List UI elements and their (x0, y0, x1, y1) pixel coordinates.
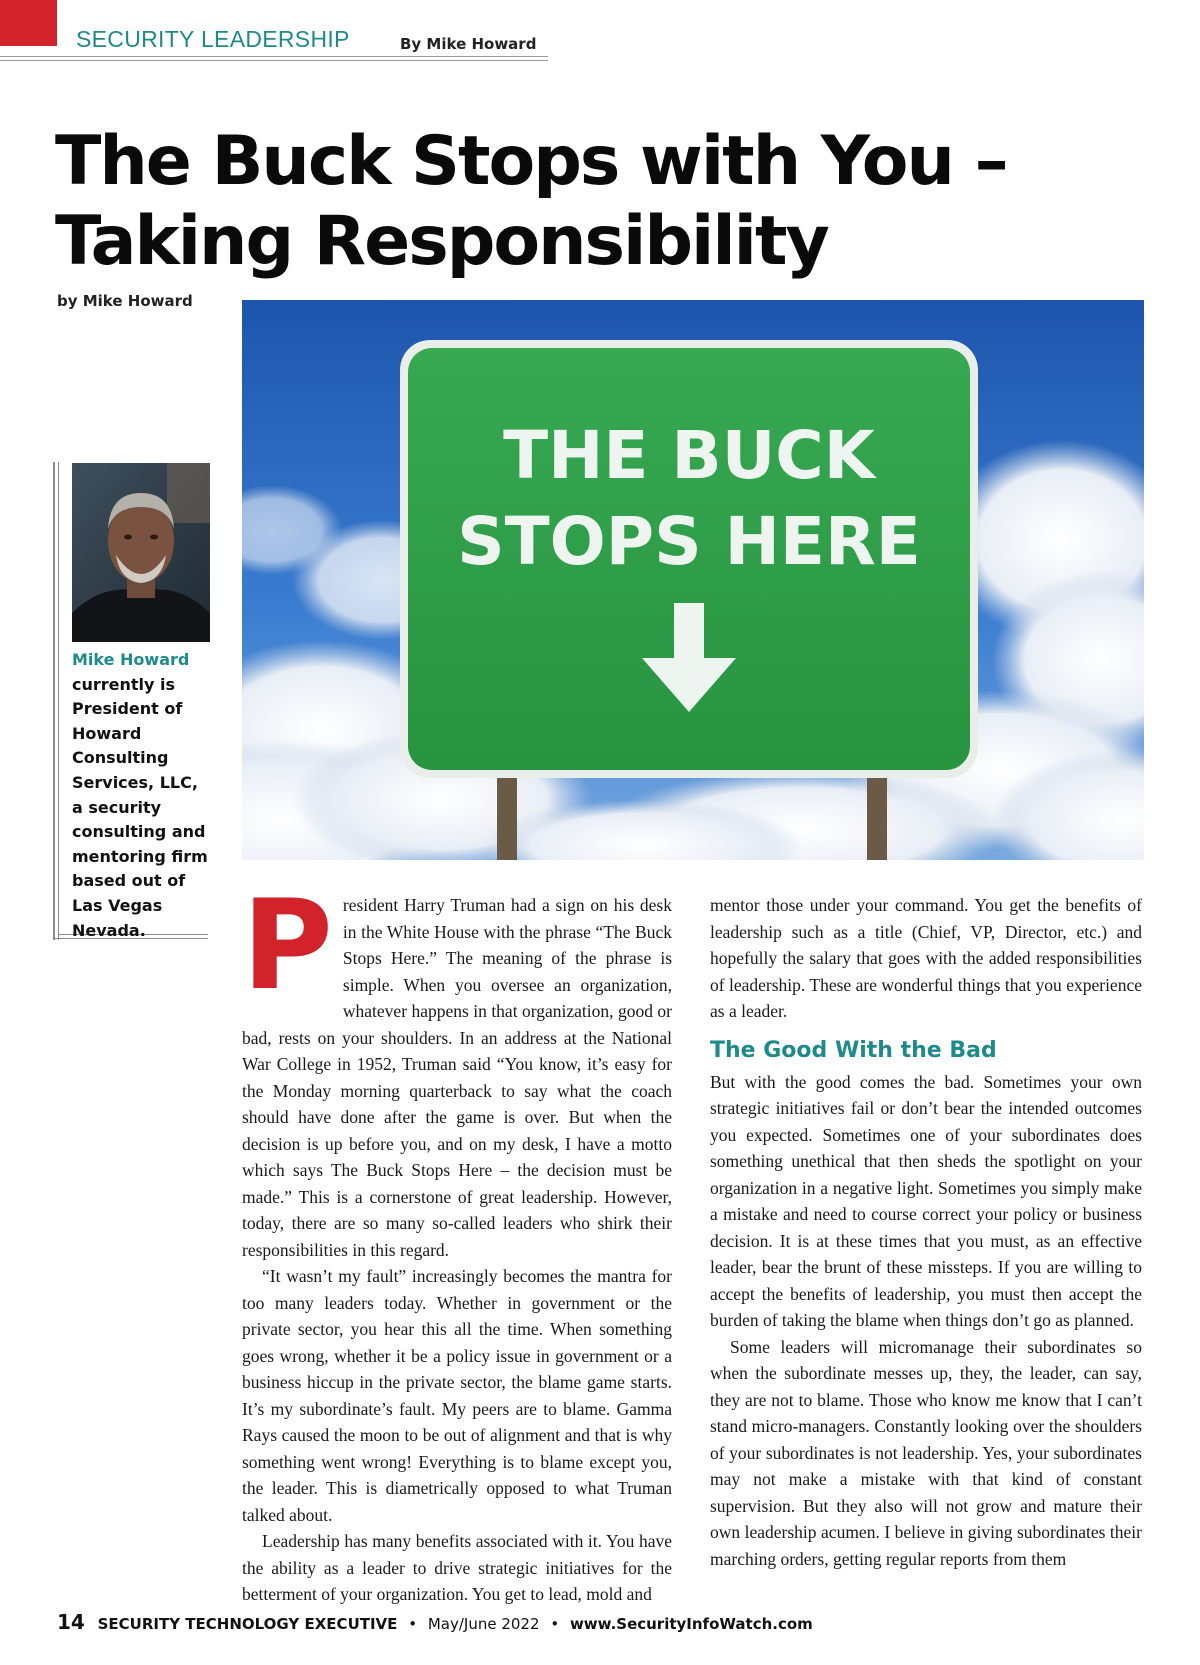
body-paragraph: Some leaders will micromanage their subordinates so when the subordinate messes up, they, the leader, can say, they are not to blame. Those who know me know that I can’t stand micro-managers. Constantly looking over the shoulders of your subordinates is not leadership. Yes, your subordinates may not make a mistake with that kind of constant supervision. But they also will not grow and mature their own leadership acumen. I believe in giving subordinates their marching orders, getting regular reports from them (710, 1336, 1142, 1569)
header-byline: By Mike Howard (400, 35, 537, 53)
article-title-line2: Taking Responsibility (55, 202, 828, 281)
sign-text-line2: STOPS HERE (457, 503, 921, 580)
sidebar-rule (58, 462, 59, 940)
author-bio (72, 648, 212, 943)
header-rule (0, 56, 548, 57)
separator-dot: • (408, 1615, 418, 1633)
body-paragraph: “It wasn’t my fault” increasingly becomes the mantra for too many leaders today. Whether in government or the private sector, you hear this all the time. When something goes wrong, whether it be a policy issue in government or a business hiccup in the private sector, the blame game starts. It’s my subordinate’s fault. My peers are to blame. Gamma Rays caused the moon to be out of alignment and that is why something went wrong! Everything is to blame except you, the leader. This is diametrically opposed to what Truman talked about. (242, 1266, 672, 1525)
header-rule (0, 60, 548, 61)
author-name: Mike Howard (72, 650, 190, 669)
hero-image-buck-stops-sign (242, 300, 1144, 860)
section-label: SECURITY LEADERSHIP (76, 26, 350, 52)
drop-cap: P (242, 874, 333, 1018)
section-color-tab (0, 0, 57, 46)
separator-dot: • (550, 1615, 560, 1633)
body-paragraph-continued: mentor those under your command. You get the benefits of leadership such as a title (Chief, VP, Director, etc.) and hopefully the salary that goes with the added responsibilities of leadership. These are wonderful things that you experience as a leader. (710, 895, 1142, 1021)
body-column-right (710, 892, 1142, 1572)
article-title (55, 122, 1055, 282)
author-bio-text: currently is President of Howard Consulting Services, LLC, a security consulting and mentoring firm based out of Las Vegas Nevada. (72, 674, 208, 940)
issue-date: May/June 2022 (427, 1615, 540, 1633)
body-paragraph: But with the good comes the bad. Sometimes your own strategic initiatives fail or don’t bear the intended outcomes you expected. Sometimes one of your subordinates does something unethical that then sheds the spotlight on your organization in a negative light. Sometimes you simply make a mistake and need to course correct your policy or business decision. It is at these times that you must, as an effective leader, bear the brunt of these missteps. If you are willing to accept the benefits of leadership, you must then accept the burden of taking the blame when things don’t go as planned. (710, 1071, 1142, 1330)
body-paragraph: resident Harry Truman had a sign on his desk in the White House with the phrase “The Buck Stops Here.” The meaning of the phrase is simple. When you oversee an organization, whatever happens in that organization, good or bad, rests on your shoulders. In an address at the National War College in 1952, Truman said “You know, it’s easy for the Monday morning quarterback to say what the coach should have done after the game is over. But when the decision is up before you, and on my desk, I have a motto which says The Buck Stops Here – the decision must be made.” This is a cornerstone of great leadership. However, today, there are so many so-called leaders who shirk their responsibilities in this regard. (242, 895, 672, 1260)
article-title-line1: The Buck Stops with You – (55, 122, 1007, 201)
section-subhead: The Good With the Bad (710, 1037, 997, 1063)
article-byline: by Mike Howard (57, 292, 193, 310)
sidebar-rule (53, 462, 55, 940)
website-link[interactable]: www.SecurityInfoWatch.com (569, 1615, 813, 1633)
publication-name: SECURITY TECHNOLOGY EXECUTIVE (97, 1615, 398, 1633)
page-number: 14 (57, 1610, 85, 1634)
page-footer (57, 1610, 813, 1634)
body-column-left (242, 874, 672, 1608)
body-paragraph: Leadership has many benefits associated with it. You have the ability as a leader to drive strategic initiatives for the betterment of your organization. You get to lead, mold and (242, 1531, 672, 1604)
author-photo (72, 463, 210, 642)
sign-text-line1: THE BUCK (503, 417, 875, 494)
